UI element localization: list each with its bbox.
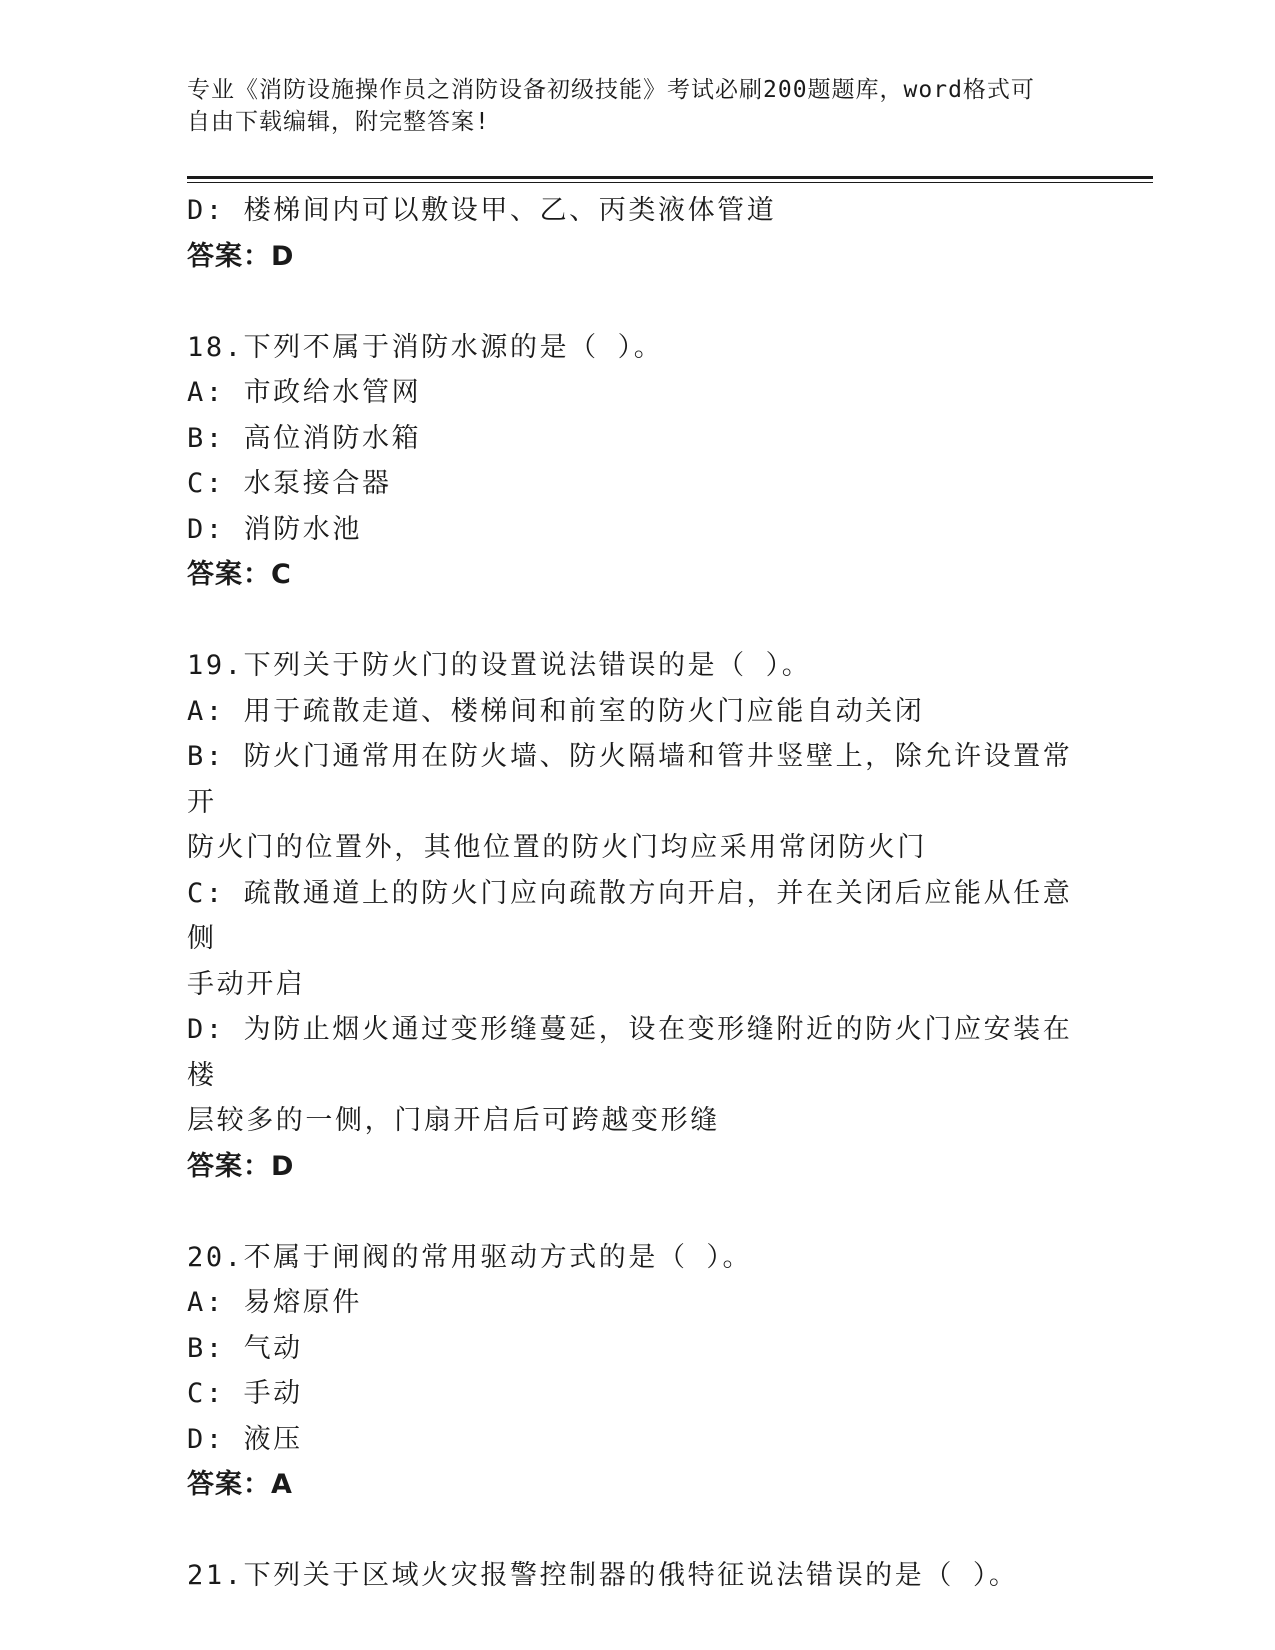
header-divider-thick — [187, 176, 1153, 179]
question-17-option-d: D: 楼梯间内可以敷设甲、乙、丙类液体管道 — [187, 195, 777, 226]
question-20-option-a: A: 易熔原件 — [187, 1287, 362, 1318]
question-21-stem: 21.下列关于区域火灾报警控制器的俄特征说法错误的是（ ）。 — [187, 1560, 1019, 1591]
question-19-option-c-line-2: 手动开启 — [187, 968, 306, 1000]
spacer — [187, 1508, 1087, 1554]
question-20-answer: 答案：A — [187, 1469, 293, 1500]
question-17 — [187, 188, 1087, 279]
question-18-answer: 答案：C — [187, 559, 292, 590]
question-19-option-b-line-1: B: 防火门通常用在防火墙、防火隔墙和管井竖壁上，除允许设置常开 — [187, 741, 1073, 818]
question-19-option-a: A: 用于疏散走道、楼梯间和前室的防火门应能自动关闭 — [187, 695, 925, 727]
question-20-stem: 20.不属于闸阀的常用驱动方式的是（ ）。 — [187, 1241, 753, 1273]
header-divider-thin — [187, 182, 1153, 183]
spacer — [187, 279, 1087, 325]
question-20-option-b: B: 气动 — [187, 1332, 303, 1364]
question-21 — [187, 1553, 1087, 1599]
header-line-2: 自由下载编辑，附完整答案! — [187, 109, 490, 135]
question-19-option-b-line-2: 防火门的位置外，其他位置的防火门均应采用常闭防火门 — [187, 832, 927, 863]
question-18-option-c: C: 水泵接合器 — [187, 468, 392, 499]
question-19-option-c-line-1: C: 疏散通道上的防火门应向疏散方向开启，并在关闭后应能从任意侧 — [187, 877, 1073, 954]
question-20 — [187, 1235, 1087, 1508]
page-header — [187, 74, 1067, 138]
question-18 — [187, 325, 1087, 598]
question-20-option-d: D: 液压 — [187, 1423, 303, 1455]
question-19-stem: 19.下列关于防火门的设置说法错误的是（ ）。 — [187, 650, 812, 681]
question-17-answer: 答案：D — [187, 240, 295, 272]
question-list — [187, 188, 1087, 1599]
question-18-option-a: A: 市政给水管网 — [187, 377, 422, 408]
question-18-option-b: B: 高位消防水箱 — [187, 422, 422, 454]
question-20-option-c: C: 手动 — [187, 1378, 303, 1409]
spacer — [187, 598, 1087, 644]
question-19-option-d-line-1: D: 为防止烟火通过变形缝蔓延，设在变形缝附近的防火门应安装在楼 — [187, 1014, 1073, 1091]
question-19-option-d-line-2: 层较多的一侧，门扇开启后可跨越变形缝 — [187, 1105, 720, 1136]
question-19-answer: 答案：D — [187, 1150, 295, 1182]
spacer — [187, 1189, 1087, 1235]
header-line-1: 专业《消防设施操作员之消防设备初级技能》考试必刷200题题库，word格式可 — [187, 77, 1035, 103]
question-18-option-d: D: 消防水池 — [187, 513, 362, 545]
question-19 — [187, 643, 1087, 1189]
question-18-stem: 18.下列不属于消防水源的是（ ）。 — [187, 331, 664, 363]
